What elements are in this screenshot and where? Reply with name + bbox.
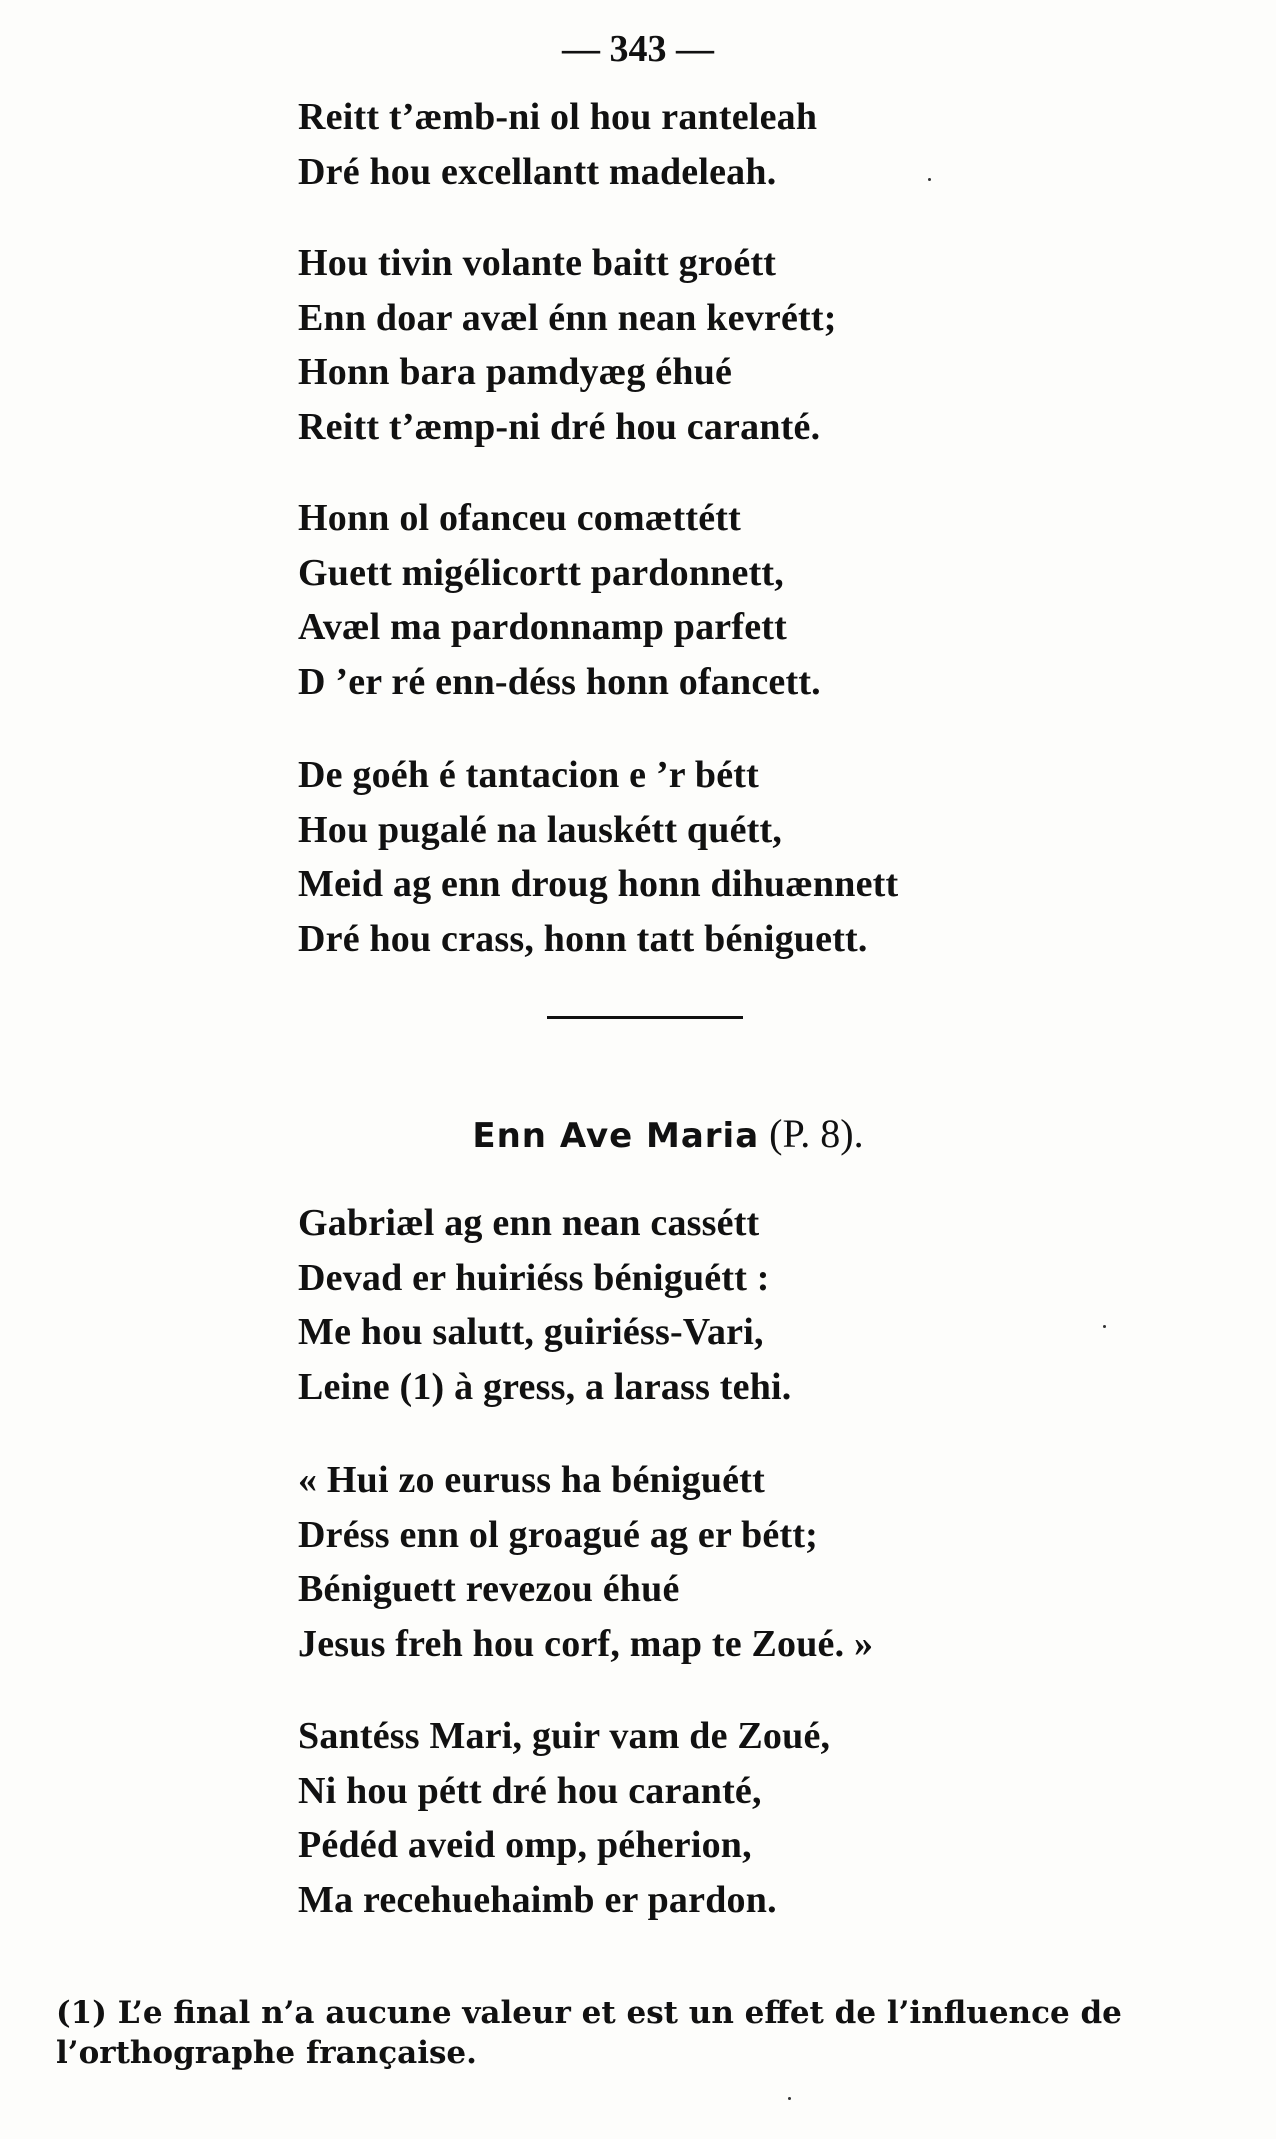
verse-line: Reitt t’æmp-ni dré hou caranté. [298,405,821,448]
verse-line: Dré hou crass, honn tatt béniguett. [298,917,868,960]
page-number: — 343 — [562,28,714,70]
stanza [298,748,898,966]
verse-line: Gabriæl ag enn nean cassétt [298,1202,760,1244]
verse-line: Dré hou excellantt madeleah. [298,150,777,193]
section-heading [0,1106,1276,1164]
verse-line: Hou pugalé na lauskétt quétt, [298,808,783,851]
verse-line: Ni hou pétt dré hou caranté, [298,1769,762,1812]
ink-speck [788,2097,791,2100]
stanza [298,1453,873,1671]
stanza [298,491,821,709]
verse-line: Pédéd aveid omp, péherion, [298,1824,752,1866]
verse-line: Guett migélicortt pardonnett, [298,551,784,594]
verse-line: « Hui zo euruss ha béniguétt [298,1459,765,1501]
verse-line: De goéh é tantacion e ’r bétt [298,754,759,796]
verse-line: Enn doar avæl énn nean kevrétt; [298,296,837,339]
verse-line: Ma recehuehaimb er pardon. [298,1878,777,1921]
stanza [298,90,817,199]
verse-line: Santéss Mari, guir vam de Zoué, [298,1715,831,1757]
verse-line: Jesus freh hou corf, map te Zoué. » [298,1622,874,1665]
stanza [298,1196,792,1414]
section-reference: (P. 8). [769,1111,864,1156]
verse-line: Meid ag enn droug honn dihuænnett [298,863,899,905]
section-title: Enn Ave Maria [472,1116,760,1156]
verse-line: Honn ol ofanceu comættétt [298,497,741,539]
verse-line: Dréss enn ol groagué ag er bétt; [298,1513,819,1556]
ink-speck [1103,1325,1106,1328]
verse-line: D ’er ré enn-déss honn ofancett. [298,660,821,703]
verse-line: Me hou salutt, guiriéss-Vari, [298,1311,764,1353]
stanza [298,236,837,454]
verse-line: Reitt t’æmb-ni ol hou ranteleah [298,96,818,138]
verse-line: Leine (1) à gress, a larass tehi. [298,1365,792,1408]
stanza [298,1709,830,1927]
footnote: (1) L’e final n’a aucune valeur et est un effet de l’influence de l’orthographe française. [56,1995,1122,2071]
verse-line: Béniguett revezou éhué [298,1568,680,1610]
verse-line: Hou tivin volante baitt groétt [298,242,777,284]
ink-speck [928,178,931,181]
section-divider [547,1016,743,1019]
verse-line: Avæl ma pardonnamp parfett [298,606,787,648]
verse-line: Honn bara pamdyæg éhué [298,351,733,393]
verse-line: Devad er huiriéss béniguétt : [298,1256,770,1299]
